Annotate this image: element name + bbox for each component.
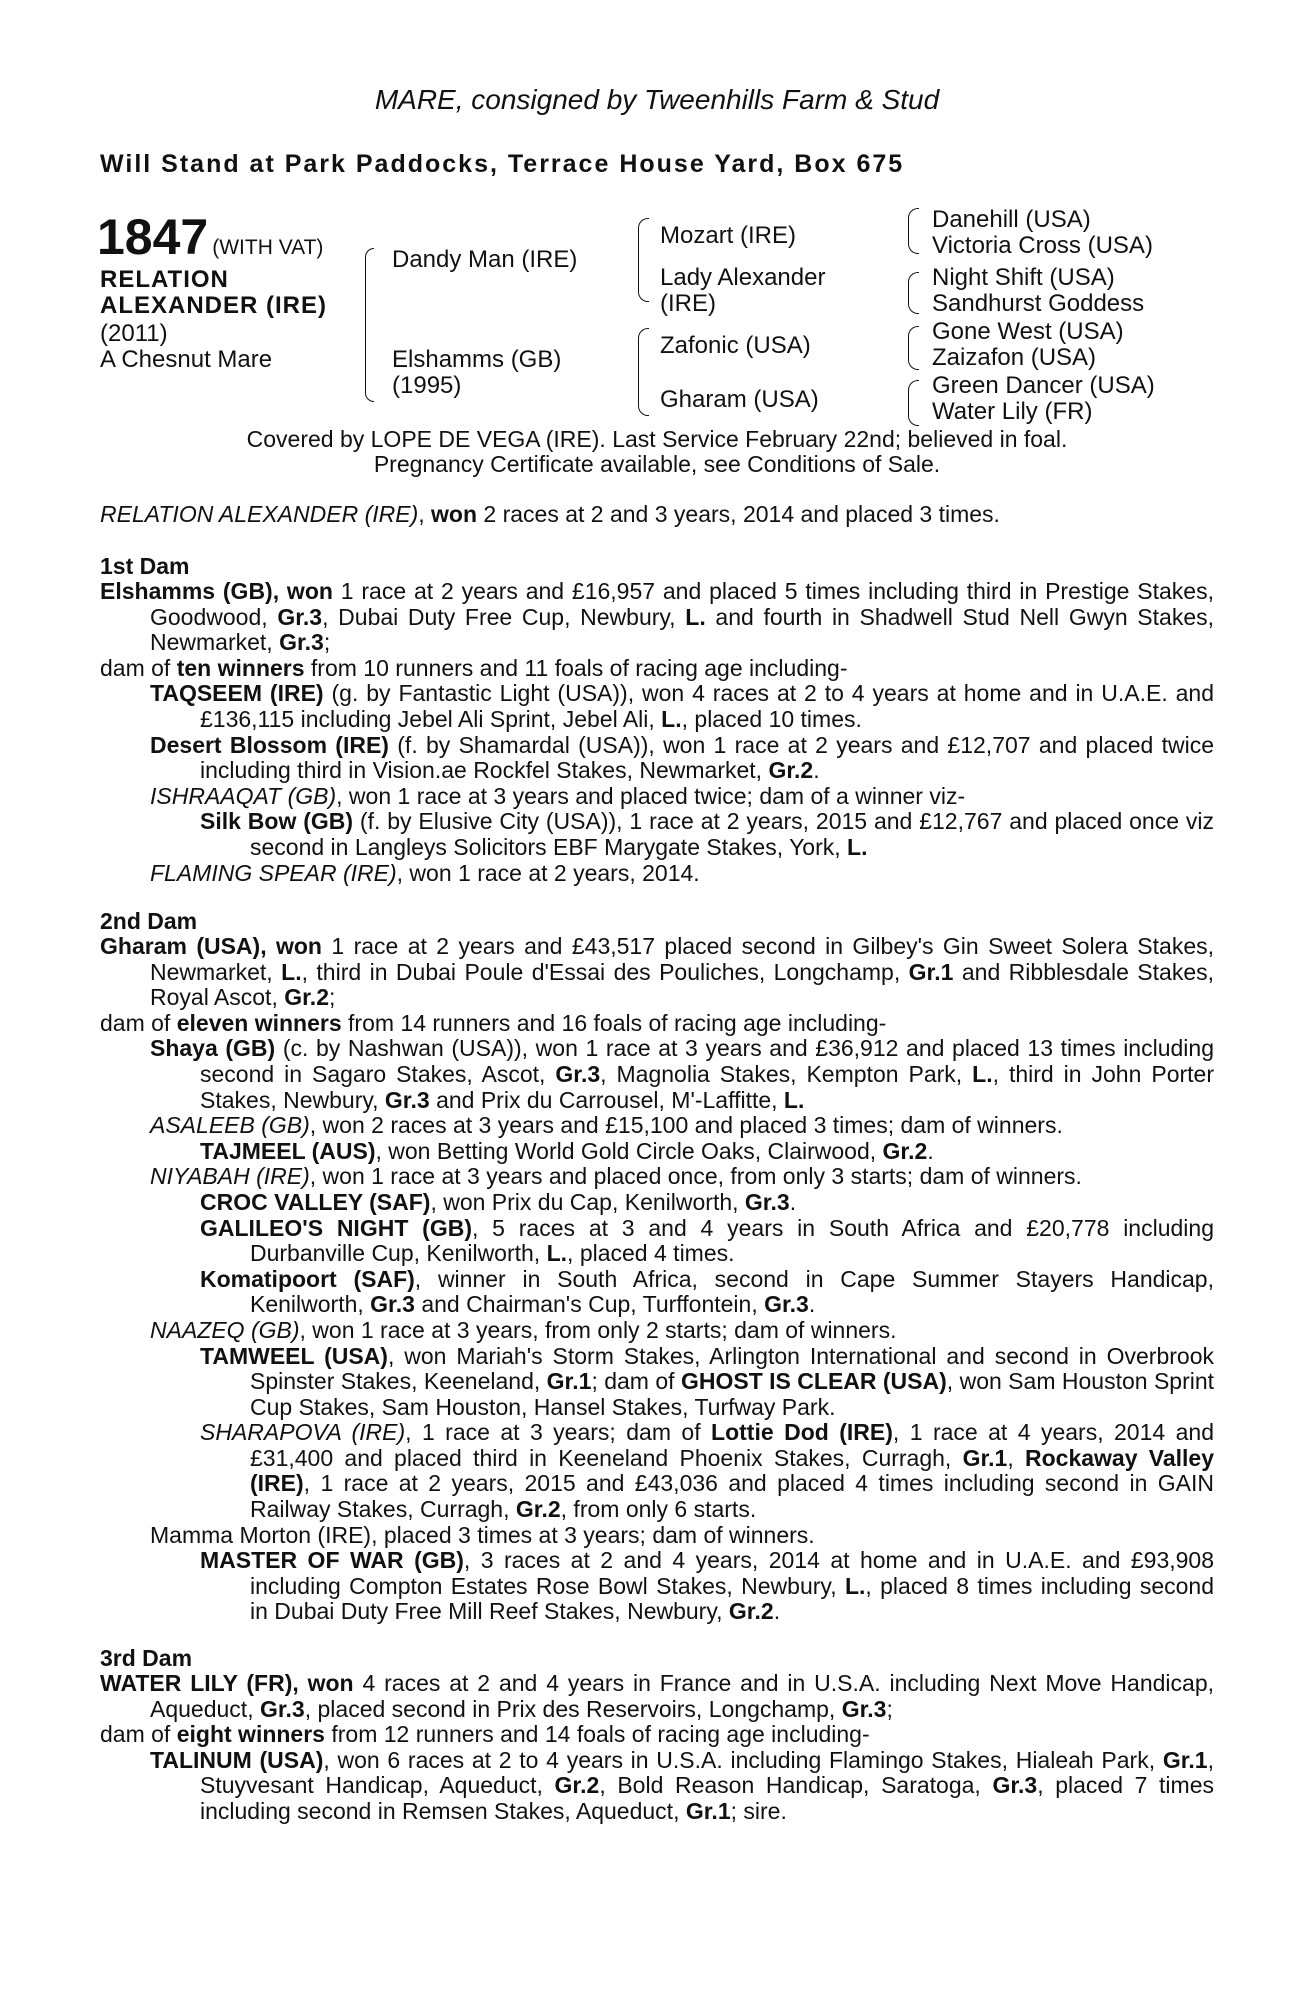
text-run: , Stuyvesant Handicap, Aqueduct, <box>200 1746 1214 1799</box>
race-record <box>100 502 1214 528</box>
text-run: and Chairman's Cup, Turffontein, <box>414 1291 765 1318</box>
race-record-rest: 2 races at 2 and 3 years, 2014 and placed 3 times. <box>477 501 1000 527</box>
text-run: . <box>789 1188 797 1215</box>
bold-run: TAMWEEL (USA) <box>200 1342 388 1369</box>
dam: Elshamms (GB) <box>392 346 562 373</box>
produce-entry <box>100 1344 1214 1421</box>
text-run: ; <box>329 984 336 1011</box>
bold-run: Rockaway Valley (IRE) <box>250 1444 1214 1497</box>
brace-g2 <box>908 272 919 314</box>
dam-sire: Zafonic (USA) <box>660 332 811 359</box>
brace-g4 <box>908 380 919 426</box>
dam2-heading: 2nd Dam <box>100 908 198 934</box>
race-record-won: won <box>431 501 478 527</box>
covered-line: Covered by LOPE DE VEGA (IRE). Last Service February 22nd; believed in foal. <box>246 426 1068 452</box>
italic-run: ISHRAAQAT (GB) <box>150 782 337 809</box>
ped-g3: Night Shift (USA) <box>932 264 1115 291</box>
ped-g7: Green Dancer (USA) <box>932 372 1155 399</box>
bold-run: L. <box>281 958 302 985</box>
text-run: , 1 race at 3 years; dam of <box>405 1419 712 1446</box>
text-run: 1 race at 2 years and £16,957 and placed 5 times including third in Prestige Stakes, Goodwood, <box>150 578 1214 630</box>
bold-run: Gr.1 <box>962 1444 1008 1471</box>
text-run: , 5 races at 3 and 4 years in South Africa and £20,778 including Durbanville Cup, Kenilworth, <box>250 1214 1214 1267</box>
bold-run: Gr.3 <box>764 1291 809 1318</box>
vat-note: (WITH VAT) <box>212 236 324 259</box>
bold-run: Gr.1 <box>546 1368 592 1395</box>
text-run: , 1 race at 4 years, 2014 and £31,400 and placed third in Keeneland Phoenix Stakes, Curragh, <box>250 1419 1214 1471</box>
produce-entry <box>100 1216 1214 1267</box>
bold-run: Shaya (GB) <box>150 1035 276 1062</box>
text-run: . <box>808 1291 816 1318</box>
pedigree-brace-gen1 <box>365 248 374 402</box>
text-run: , <box>1007 1444 1025 1471</box>
dam-produce-summary <box>100 656 1214 682</box>
text-run: . <box>813 757 820 784</box>
text-run: , won 6 races at 2 to 4 years in U.S.A. including Flamingo Stakes, Hialeah Park, <box>323 1746 1163 1773</box>
produce-entry <box>100 681 1214 732</box>
ped-g2: Victoria Cross (USA) <box>932 232 1153 259</box>
stand-location: Will Stand at Park Paddocks, Terrace House Yard, Box 675 <box>100 150 905 178</box>
italic-run: ASALEEB (GB) <box>150 1112 310 1139</box>
dam1-heading: 1st Dam <box>100 553 190 579</box>
text-run: , placed 7 times including second in Remsen Stakes, Aqueduct, <box>200 1772 1214 1824</box>
text-run: and fourth in Shadwell Stud Nell Gwyn Stakes, Newmarket, <box>150 603 1215 656</box>
text-run: ; <box>323 629 331 656</box>
text-run: ; dam of <box>591 1368 681 1395</box>
produce-entry <box>100 1548 1214 1625</box>
text-run: from 10 runners and 11 foals of racing age including- <box>304 654 848 681</box>
dam1-section <box>100 579 1214 886</box>
text-run: ; <box>886 1695 893 1722</box>
text-run: from 14 runners and 16 foals of racing age including- <box>341 1009 887 1036</box>
pregnancy-line: Pregnancy Certificate available, see Conditions of Sale. <box>373 451 941 477</box>
dam-race-record <box>100 579 1214 656</box>
bold-run: Gr.1 <box>1162 1746 1208 1773</box>
bold-run: eight winners <box>176 1721 325 1748</box>
horse-name-line2: ALEXANDER (IRE) <box>100 292 328 319</box>
text-run: , third in John Porter Stakes, Newbury, <box>200 1060 1214 1113</box>
sire: Dandy Man (IRE) <box>392 246 578 273</box>
race-record-sep: , <box>418 501 432 527</box>
text-run: dam of <box>100 1721 177 1748</box>
bold-run: L. <box>661 705 682 732</box>
text-run: dam of <box>100 1009 177 1036</box>
text-run: , won Prix du Cap, Kenilworth, <box>430 1188 745 1215</box>
produce-entry <box>100 1267 1214 1318</box>
pedigree-brace-sire <box>638 218 649 302</box>
bold-run: Gr.3 <box>744 1188 790 1215</box>
bold-run: MASTER OF WAR (GB) <box>200 1547 464 1574</box>
bold-run: TAQSEEM (IRE) <box>150 680 324 707</box>
text-run: 4 races at 2 and 4 years in France and in U.S.A. including Next Move Handicap, Aqueduct, <box>150 1670 1214 1722</box>
text-run: , Magnolia Stakes, Kempton Park, <box>600 1060 973 1087</box>
text-run: (c. by Nashwan (USA)), won 1 race at 3 years and £36,912 and placed 13 times including second in Sagaro Stakes, Ascot, <box>200 1035 1214 1087</box>
dam-produce-summary <box>100 1722 1214 1748</box>
text-run: , placed second in Prix des Reservoirs, Longchamp, <box>304 1695 842 1722</box>
text-run: ; sire. <box>730 1797 787 1824</box>
sire-sire: Mozart (IRE) <box>660 222 797 249</box>
bold-run: Komatipoort (SAF) <box>200 1265 415 1292</box>
bold-run: ten winners <box>176 654 305 681</box>
text-run: , from only 6 starts. <box>560 1496 757 1523</box>
text-run: , placed 10 times. <box>681 705 862 732</box>
italic-run: FLAMING SPEAR (IRE) <box>150 859 397 886</box>
bold-run: CROC VALLEY (SAF) <box>200 1188 431 1215</box>
bold-run: Gr.1 <box>685 1797 731 1824</box>
bold-run: Gr.3 <box>384 1086 430 1113</box>
text-run: , won 1 race at 3 years and placed once, from only 3 starts; dam of winners. <box>309 1163 1082 1190</box>
lot-number <box>97 208 323 266</box>
ped-g1: Danehill (USA) <box>932 206 1091 233</box>
bold-run: L. <box>844 1572 866 1599</box>
ped-g5: Gone West (USA) <box>932 318 1124 345</box>
bold-run: Gr.2 <box>768 757 814 784</box>
dam2-section <box>100 934 1214 1625</box>
ped-g6: Zaizafon (USA) <box>932 344 1097 371</box>
produce-entry <box>100 1036 1214 1113</box>
produce-entry <box>100 1318 1214 1344</box>
bold-run: TALINUM (USA) <box>150 1746 324 1773</box>
bold-run: L. <box>783 1086 805 1113</box>
bold-run: Gr.3 <box>841 1695 887 1722</box>
bold-run: Gr.3 <box>992 1772 1038 1799</box>
bold-run: GHOST IS CLEAR (USA) <box>680 1368 947 1395</box>
produce-entry <box>100 1139 1214 1165</box>
produce-entry <box>100 1190 1214 1216</box>
text-run: . <box>927 1137 934 1164</box>
bold-run: Gr.2 <box>728 1598 774 1625</box>
produce-entry <box>100 1523 1214 1549</box>
text-run: , placed 4 times. <box>567 1240 735 1267</box>
ped-g8: Water Lily (FR) <box>932 398 1093 425</box>
bold-run: Gr.2 <box>515 1496 561 1523</box>
bold-run: Gr.3 <box>370 1291 415 1318</box>
bold-run: Gr.3 <box>277 603 323 630</box>
bold-run: Gr.3 <box>555 1060 601 1087</box>
dam-race-record <box>100 1671 1214 1722</box>
bold-run: Gr.1 <box>908 958 954 985</box>
horse-name-line1: RELATION <box>100 266 229 293</box>
text-run: (f. by Shamardal (USA)), won 1 race at 2 years and £12,707 and placed twice including third in Vision.ae Rockfel Stakes, Newmarket, <box>200 731 1214 784</box>
produce-entry <box>100 784 1214 810</box>
produce-entry <box>100 809 1214 860</box>
dam-year: (1995) <box>392 372 462 399</box>
bold-run: Silk Bow (GB) <box>200 808 354 835</box>
text-run: , winner in South Africa, second in Cape Summer Stayers Handicap, Kenilworth, <box>250 1265 1214 1318</box>
bold-run: Elshamms (GB), won <box>100 578 333 604</box>
bold-run: L. <box>972 1060 993 1087</box>
text-run: , won Sam Houston Sprint Cup Stakes, Sam Houston, Hansel Stakes, Turfway Park. <box>250 1368 1215 1420</box>
dam3-heading: 3rd Dam <box>100 1645 193 1671</box>
foaling-year: (2011) <box>100 320 168 347</box>
text-run: dam of <box>100 654 177 681</box>
produce-entry <box>100 1164 1214 1190</box>
text-run: , won 1 race at 3 years and placed twice; dam of a winner viz- <box>336 782 966 809</box>
bold-run: Lottie Dod (IRE) <box>711 1419 893 1446</box>
bold-run: Gr.3 <box>259 1695 305 1722</box>
text-run: (f. by Elusive City (USA)), 1 race at 2 years, 2015 and £12,767 and placed once viz second in Langleys Solicitors EBF Marygate Stakes, York, <box>250 808 1214 860</box>
text-run: 1 race at 2 years and £43,517 placed second in Gilbey's Gin Sweet Solera Stakes, Newmarket, <box>150 933 1214 985</box>
bold-run: Gr.3 <box>279 629 324 656</box>
brace-g3 <box>908 326 919 370</box>
race-record-name: RELATION ALEXANDER (IRE) <box>100 501 419 527</box>
dam-race-record <box>100 934 1214 1011</box>
italic-run: NAAZEQ (GB) <box>150 1316 300 1343</box>
bold-run: Gr.2 <box>554 1772 600 1799</box>
produce-entry <box>100 1748 1214 1825</box>
text-run: Mamma Morton (IRE), placed 3 times at 3 years; dam of winners. <box>150 1521 815 1548</box>
italic-run: SHARAPOVA (IRE) <box>200 1419 406 1446</box>
text-run: , won 1 race at 3 years, from only 2 starts; dam of winners. <box>299 1316 897 1343</box>
text-run: , third in Dubai Poule d'Essai des Pouliches, Longchamp, <box>301 958 909 985</box>
sire-dam-line2: (IRE) <box>660 290 716 317</box>
text-run: from 12 runners and 14 foals of racing age including- <box>324 1721 870 1748</box>
produce-entry <box>100 1113 1214 1139</box>
bold-run: Desert Blossom (IRE) <box>150 731 389 758</box>
text-run: , won 1 race at 2 years, 2014. <box>396 859 700 886</box>
bold-run: L. <box>847 833 868 860</box>
bold-run: Gr.2 <box>882 1137 928 1164</box>
bold-run: Gharam (USA), won <box>100 933 322 959</box>
text-run: , won 2 races at 3 years and £15,100 and placed 3 times; dam of winners. <box>309 1112 1063 1139</box>
produce-entry <box>100 1420 1214 1522</box>
bold-run: Gr.2 <box>284 984 329 1011</box>
bold-run: eleven winners <box>176 1009 342 1036</box>
bold-run: WATER LILY (FR), won <box>100 1670 354 1696</box>
dam-dam: Gharam (USA) <box>660 386 819 413</box>
text-run: . <box>773 1598 781 1625</box>
horse-description: A Chesnut Mare <box>100 346 273 373</box>
text-run: and Ribblesdale Stakes, Royal Ascot, <box>150 958 1215 1011</box>
produce-entry <box>100 733 1214 784</box>
bold-run: TAJMEEL (AUS) <box>200 1137 376 1164</box>
text-run: , Dubai Duty Free Cup, Newbury, <box>322 603 686 630</box>
bold-run: GALILEO'S NIGHT (GB) <box>200 1214 472 1241</box>
text-run: , 3 races at 2 and 4 years, 2014 at home and in U.A.E. and £93,908 including Compton Estates Rose Bowl Stakes, Newbury, <box>250 1547 1214 1599</box>
text-run: , 1 race at 2 years, 2015 and £43,036 and placed 4 times including second in GAIN Railway Stakes, Curragh, <box>250 1470 1214 1523</box>
consignor-line: MARE, consigned by Tweenhills Farm & Stud <box>374 84 940 115</box>
text-run: and Prix du Carrousel, M'-Laffitte, <box>429 1086 784 1113</box>
dam-produce-summary <box>100 1011 1214 1037</box>
pedigree-brace-dam <box>638 328 649 416</box>
sire-dam-line1: Lady Alexander <box>660 264 826 291</box>
italic-run: NIYABAH (IRE) <box>150 1163 310 1190</box>
text-run: , Bold Reason Handicap, Saratoga, <box>599 1772 993 1799</box>
text-run: , won Mariah's Storm Stakes, Arlington International and second in Overbrook Spinster Stakes, Keeneland, <box>250 1342 1215 1395</box>
lot-number-value: 1847 <box>97 209 209 265</box>
produce-entry <box>100 861 1214 887</box>
text-run: , placed 8 times including second in Dubai Duty Free Mill Reef Stakes, Newbury, <box>250 1572 1215 1625</box>
text-run: , won Betting World Gold Circle Oaks, Clairwood, <box>375 1137 883 1164</box>
bold-run: L. <box>685 603 706 630</box>
ped-g4: Sandhurst Goddess <box>932 290 1145 317</box>
bold-run: L. <box>546 1240 568 1267</box>
text-run: (g. by Fantastic Light (USA)), won 4 races at 2 to 4 years at home and in U.A.E. and £136,115 including Jebel Ali Sprint, Jebel Ali, <box>200 680 1214 732</box>
dam3-section <box>100 1671 1214 1825</box>
brace-g1 <box>908 208 919 254</box>
